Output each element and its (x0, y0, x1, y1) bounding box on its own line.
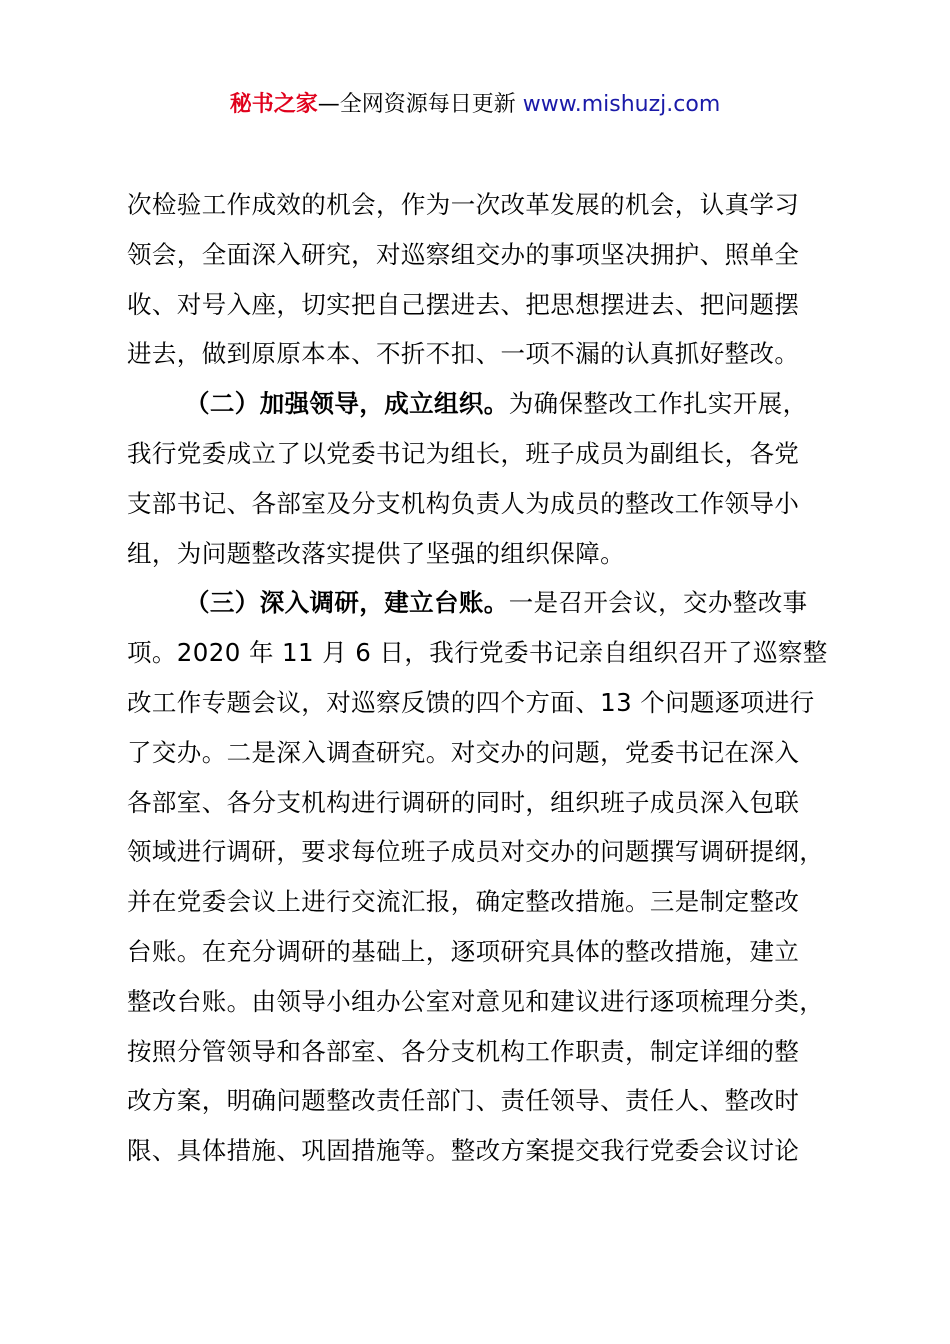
text-line: 领域进行调研，要求每位班子成员对交办的问题撰写调研提纲， (127, 837, 825, 867)
text-line: 领会，全面深入研究，对巡察组交办的事项坚决拥护、照单全 (127, 239, 800, 269)
text-line: 台账。在充分调研的基础上，逐项研究具体的整改措施，建立 (127, 936, 800, 966)
text-line: 次检验工作成效的机会，作为一次改革发展的机会，认真学习 (127, 190, 800, 219)
section-heading: （二）加强领导，成立组织。 (185, 389, 509, 419)
text-line: 收、对号入座，切实把自己摆进去、把思想摆进去、把问题摆 (127, 289, 800, 319)
section-text: 一是召开会议，交办整改事 (508, 588, 808, 618)
text-line: 限、具体措施、巩固措施等。整改方案提交我行党委会议讨论 (127, 1136, 800, 1166)
section-heading-line (127, 578, 833, 628)
text-line: 了交办。二是深入调查研究。对交办的问题，党委书记在深入 (127, 737, 800, 767)
text-line: 改方案，明确问题整改责任部门、责任领导、责任人、整改时 (127, 1086, 800, 1116)
text-line: 进去，做到原原本本、不折不扣、一项不漏的认真抓好整改。 (127, 339, 800, 369)
page-header (0, 88, 950, 122)
text-line: 按照分管领导和各部室、各分支机构工作职责，制定详细的整 (127, 1036, 800, 1066)
site-url-link[interactable]: www.mishuzj.com (522, 92, 721, 117)
text-line: 项。2020 年 11 月 6 日，我行党委书记亲自组织召开了巡察整 (127, 638, 828, 668)
section-text: 为确保整改工作扎实开展， (508, 389, 808, 419)
text-line: 各部室、各分支机构进行调研的同时，组织班子成员深入包联 (127, 787, 800, 817)
header-tagline: —全网资源每日更新 (317, 92, 523, 117)
brand-name: 秘书之家 (229, 92, 318, 117)
text-line: 组，为问题整改落实提供了坚强的组织保障。 (127, 538, 625, 568)
text-line: 支部书记、各部室及分支机构负责人为成员的整改工作领导小 (127, 488, 800, 518)
text-line: 我行党委成立了以党委书记为组长，班子成员为副组长，各党 (127, 438, 800, 468)
text-line: 改工作专题会议，对巡察反馈的四个方面、13 个问题逐项进行 (127, 687, 815, 717)
text-line: 并在党委会议上进行交流汇报，确定整改措施。三是制定整改 (127, 887, 800, 917)
document-body (127, 180, 833, 1176)
section-heading-line (127, 379, 833, 429)
text-line: 整改台账。由领导小组办公室对意见和建议进行逐项梳理分类， (127, 986, 825, 1016)
section-heading: （三）深入调研，建立台账。 (185, 588, 509, 618)
